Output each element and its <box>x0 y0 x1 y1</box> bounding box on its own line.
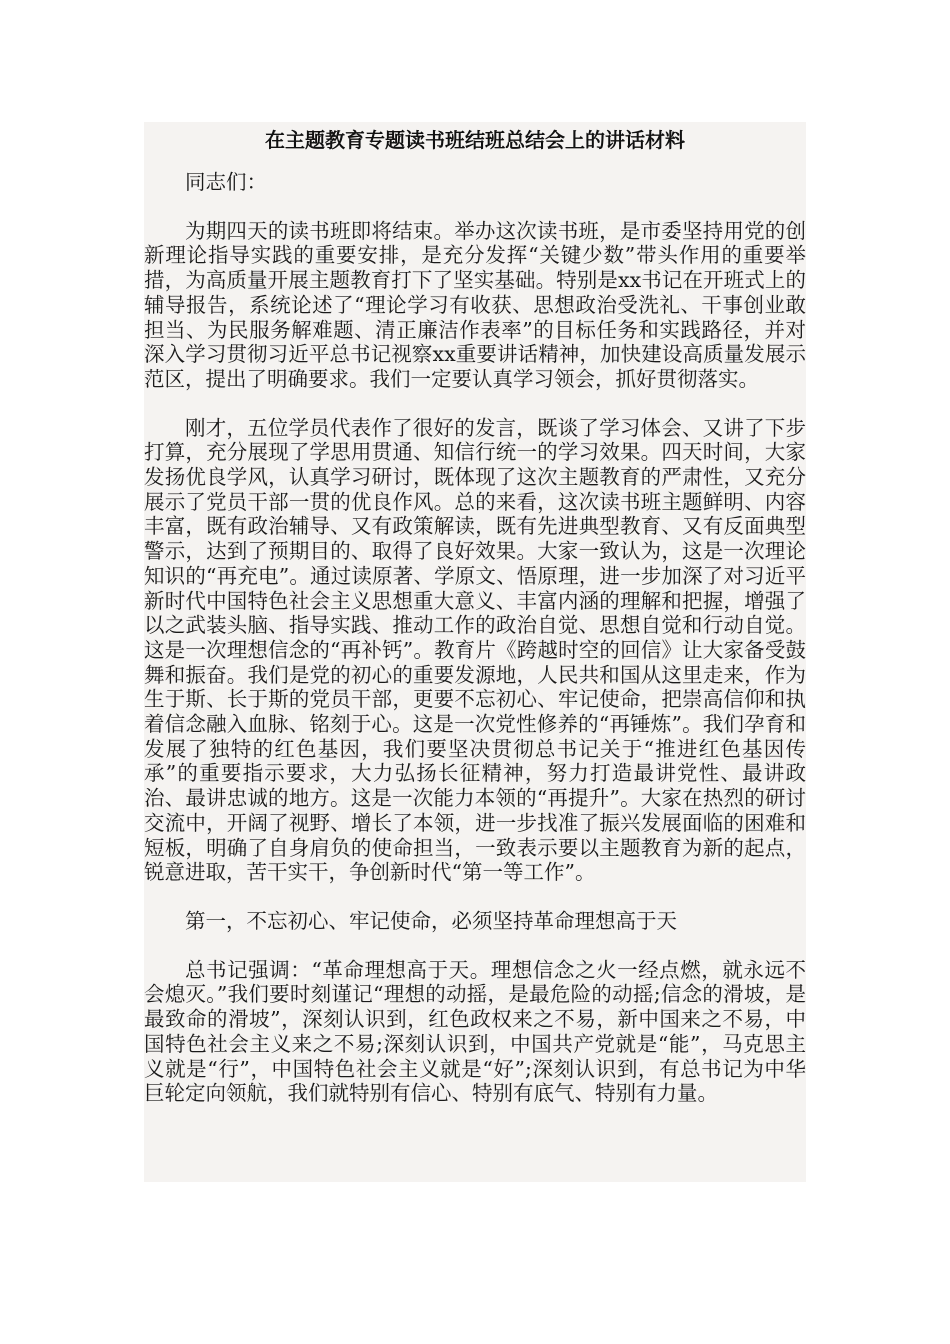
section-heading-first: 第一，不忘初心、牢记使命，必须坚持革命理想高于天 <box>185 908 677 933</box>
document-title: 在主题教育专题读书班结班总结会上的讲话材料 <box>265 128 685 152</box>
paragraph-intro: 为期四天的读书班即将结束。举办这次读书班，是市委坚持用党的创新理论指导实践的重要安排，是充分发挥“关键少数”带头作用的重要举措，为高质量开展主题教育打下了坚实基础。特别是xx书记在开班式上的辅导报告，系统论述了“理论学习有收获、思想政治受洗礼、干事创业敢担当、为民服务解难题、清正廉洁作表率”的目标任务和实践路径，并对深入学习贯彻习近平总书记视察xx重要讲话精神，加快建设高质量发展示范区，提出了明确要求。我们一定要认真学习领会，抓好贯彻落实。 <box>144 218 806 391</box>
salutation: 同志们： <box>185 170 267 194</box>
paragraph-review: 刚才，五位学员代表作了很好的发言，既谈了学习体会、又讲了下步打算，充分展现了学思用贯通、知信行统一的学习效果。四天时间，大家发扬优良学风，认真学习研讨，既体现了这次主题教育的严肃性，又充分展示了党员干部一贯的优良作风。总的来看，这次读书班主题鲜明、内容丰富，既有政治辅导、又有政策解读，既有先进典型教育、又有反面典型警示，达到了预期目的、取得了良好效果。大家一致认为，这是一次理论知识的“再充电”。通过读原著、学原文、悟原理，进一步加深了对习近平新时代中国特色社会主义思想重大意义、丰富内涵的理解和把握，增强了以之武装头脑、指导实践、推动工作的政治自觉、思想自觉和行动自觉。这是一次理想信念的“再补钙”。教育片《跨越时空的回信》让大家备受鼓舞和振奋。我们是党的初心的重要发源地，人民共和国从这里走来，作为生于斯、长于斯的党员干部，更要不忘初心、牢记使命，把崇高信仰和执着信念融入血脉、铭刻于心。这是一次党性修养的“再锤炼”。我们孕育和发展了独特的红色基因，我们要坚决贯彻总书记关于“推进红色基因传承”的重要指示要求，大力弘扬长征精神，努力打造最讲党性、最讲政治、最讲忠诚的地方。这是一次能力本领的“再提升”。大家在热烈的研讨交流中，开阔了视野、增长了本领，进一步找准了振兴发展面临的困难和短板，明确了自身肩负的使命担当，一致表示要以主题教育为新的起点，锐意进取，苦干实干，争创新时代“第一等工作”。 <box>144 415 806 885</box>
paragraph-ideals: 总书记强调：“革命理想高于天。理想信念之火一经点燃，就永远不会熄灭。”我们要时刻谨记“理想的动摇，是最危险的动摇;信念的滑坡，是最致命的滑坡”，深刻认识到，红色政权来之不易，新中国来之不易，中国特色社会主义来之不易;深刻认识到，中国共产党就是“能”，马克思主义就是“行”，中国特色社会主义就是“好”;深刻认识到，有总书记为中华巨轮定向领航，我们就特别有信心、特别有底气、特别有力量。 <box>144 957 806 1106</box>
document-body <box>144 122 806 1182</box>
